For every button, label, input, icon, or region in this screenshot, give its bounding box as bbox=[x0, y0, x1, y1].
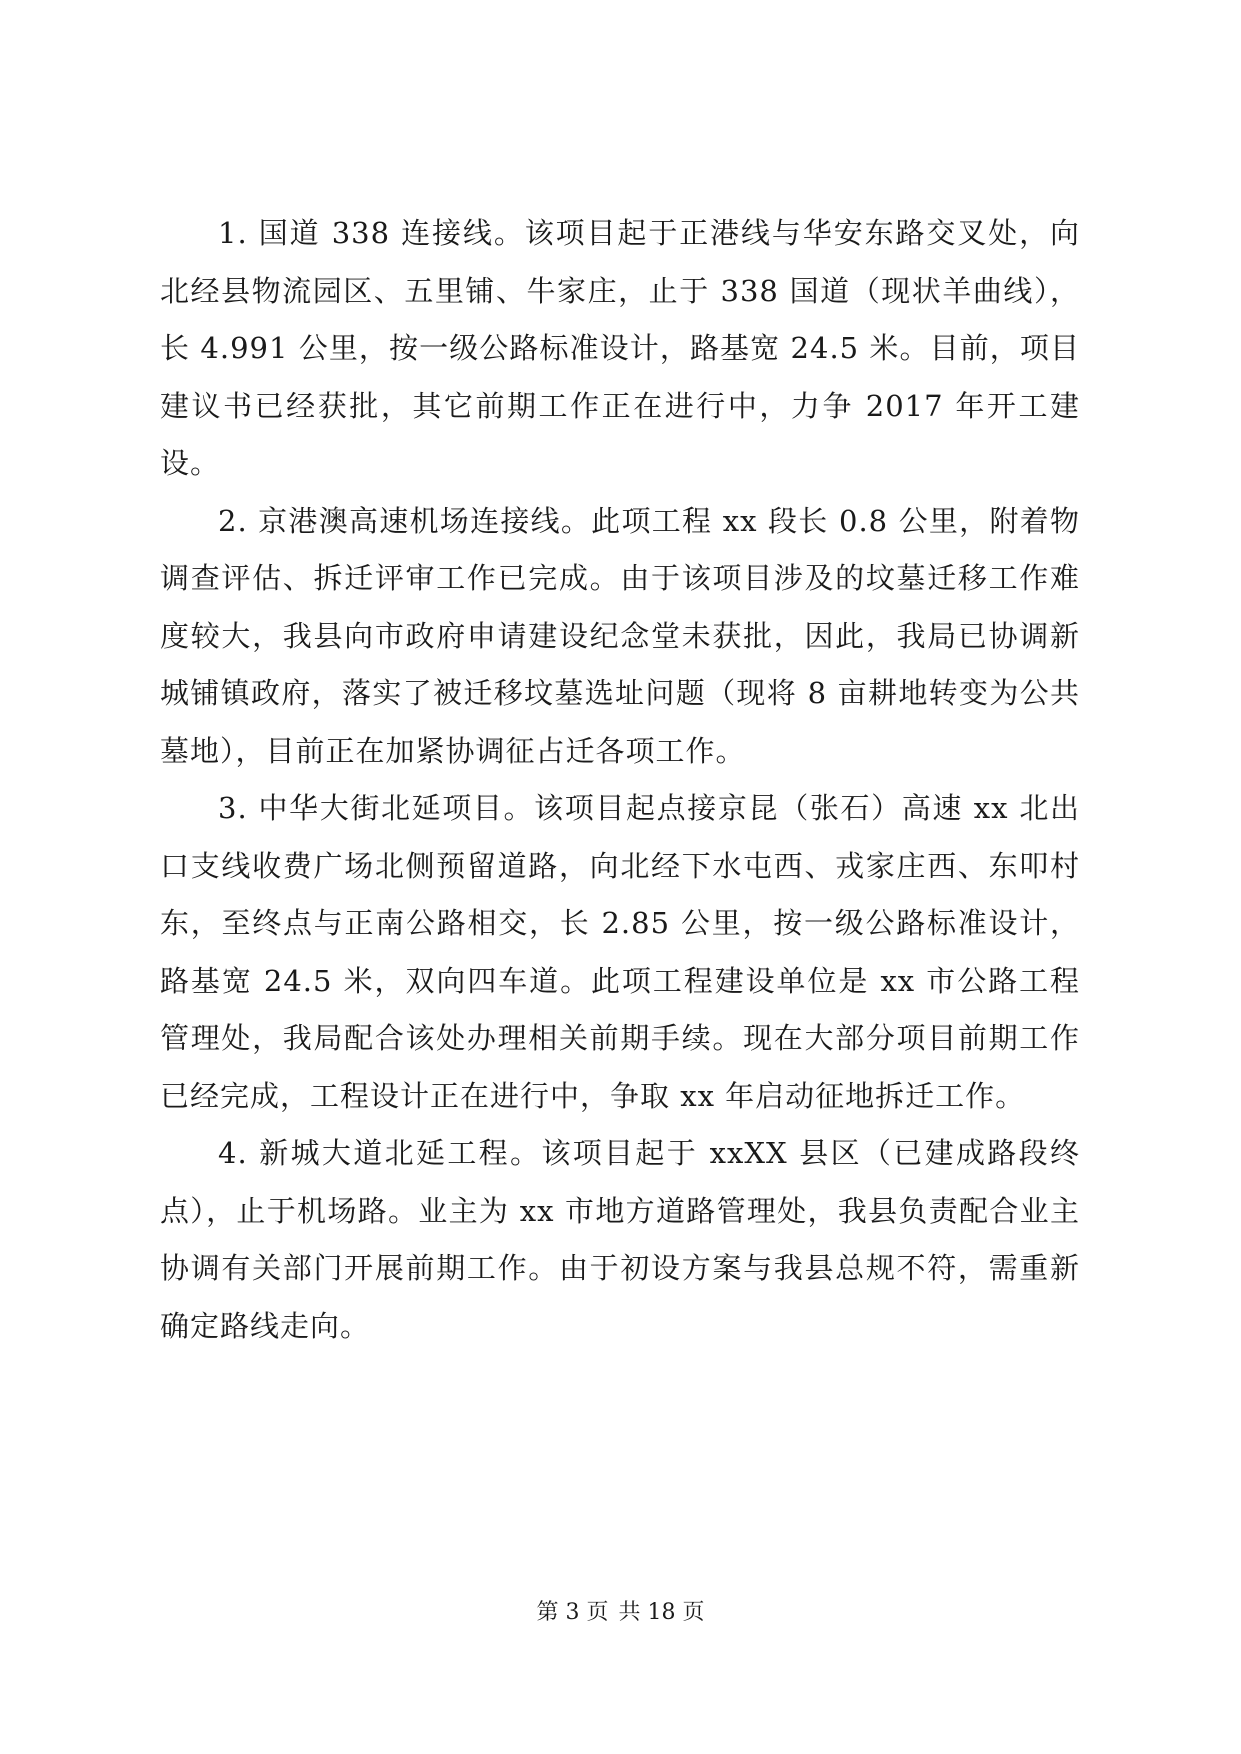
paragraph-1: 1. 国道 338 连接线。该项目起于正港线与华安东路交叉处，向北经县物流园区、五里铺、牛家庄，止于 338 国道（现状羊曲线），长 4.991 公里，按一级公路标准设计，路基宽 24.5 米。目前，项目建议书已经获批，其它前期工作正在进行中，力争 2017 年开工建设。 bbox=[160, 216, 1080, 480]
page-footer bbox=[0, 1598, 1241, 1628]
paragraph-2: 2. 京港澳高速机场连接线。此项工程 xx 段长 0.8 公里，附着物调查评估、拆迁评审工作已完成。由于该项目涉及的坟墓迁移工作难度较大，我县向市政府申请建设纪念堂未获批，因此，我局已协调新城铺镇政府，落实了被迁移坟墓选址问题（现将 8 亩耕地转变为公共墓地），目前正在加紧协调征占迁各项工作。 bbox=[160, 503, 1080, 768]
page-number: 第 3 页 bbox=[536, 1600, 609, 1625]
paragraph-4: 4. 新城大道北延工程。该项目起于 xxXX 县区（已建成路段终点），止于机场路。业主为 xx 市地方道路管理处，我县负责配合业主协调有关部门开展前期工作。由于初设方案与我县总规不符，需重新确定路线走向。 bbox=[160, 1136, 1080, 1343]
body-text bbox=[160, 205, 1080, 1355]
paragraph-3: 3. 中华大街北延项目。该项目起点接京昆（张石）高速 xx 北出口支线收费广场北侧预留道路，向北经下水屯西、戎家庄西、东叩村东，至终点与正南公路相交，长 2.85 公里，按一级公路标准设计，路基宽 24.5 米，双向四车道。此项工程建设单位是 xx 市公路工程管理处，我局配合该处办理相关前期手续。现在大部分项目前期工作已经完成，工程设计正在进行中，争取 xx 年启动征地拆迁工作。 bbox=[160, 791, 1080, 1113]
page-total: 共 18 页 bbox=[618, 1600, 705, 1625]
